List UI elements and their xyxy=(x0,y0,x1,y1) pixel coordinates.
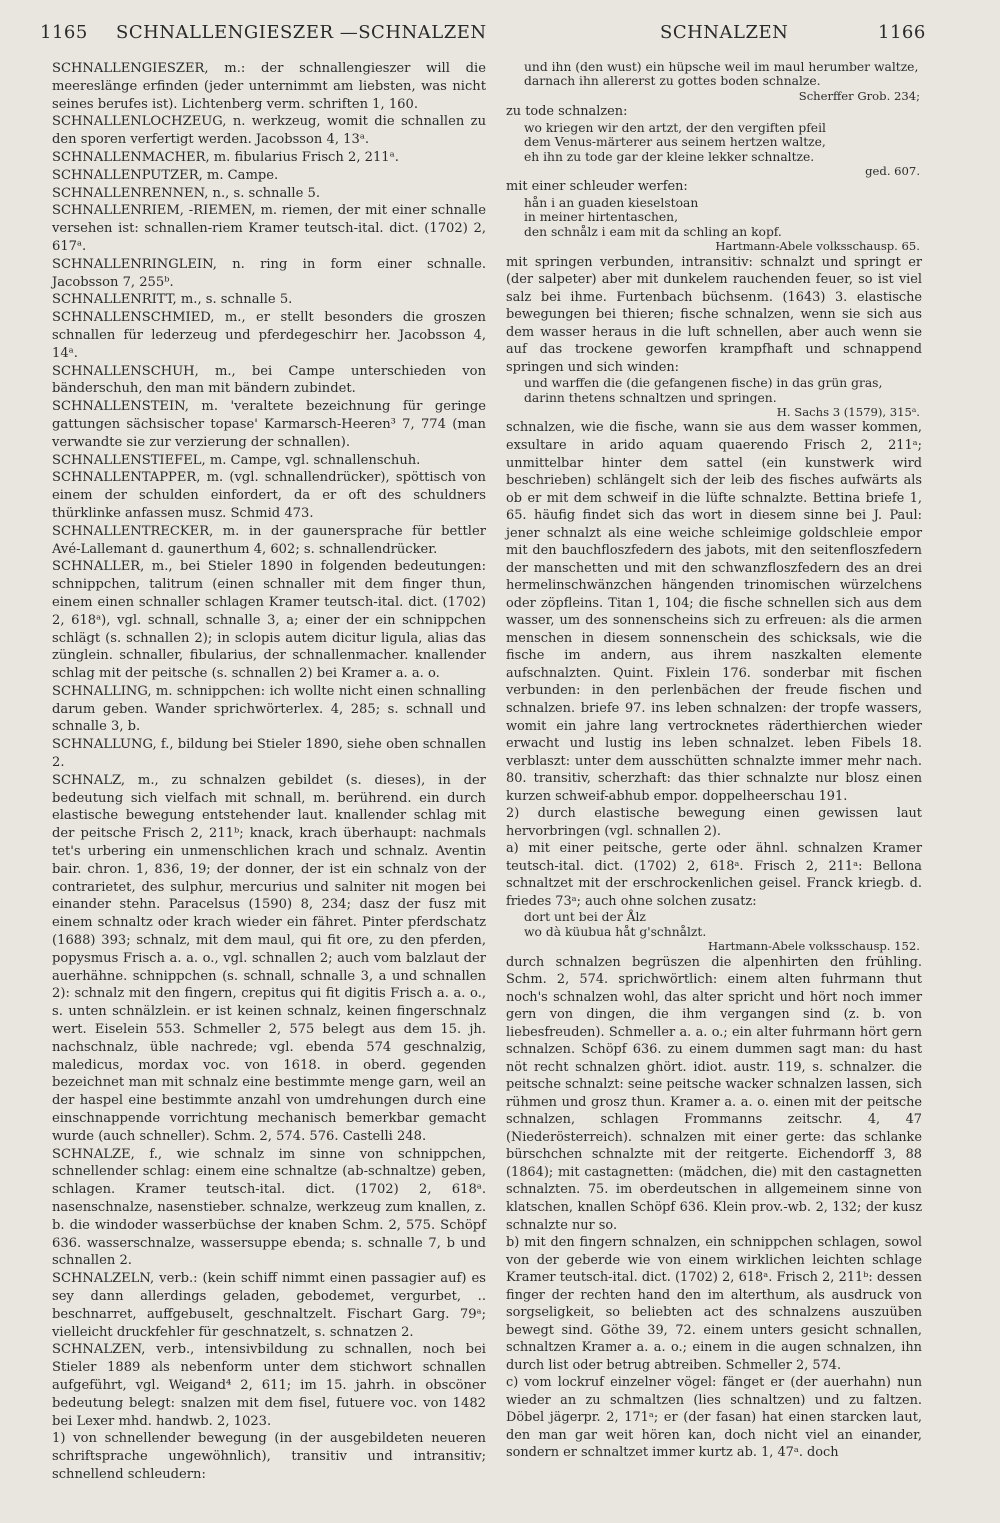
quote-line: wo kriegen wir den artzt, der den vergiften pfeil xyxy=(524,120,826,135)
dictionary-entry: SCHNALLENLOCHZEUG, n. werkzeug, womit die schnallen zu den sporen verfertigt werden. Jacobsson 4, 13ᵃ. xyxy=(52,114,486,148)
quote-source: Scherffer Grob. 234; xyxy=(798,88,920,103)
dictionary-entry: SCHNALLENTAPPER, m. (vgl. schnallendrücker), spöttisch von einem der schulden einfordert, da er oft des schuldners thürklinke anfassen musz. Schmid 473. xyxy=(52,470,486,521)
dictionary-entry: SCHNALLENRENNEN, n., s. schnalle 5. xyxy=(52,185,321,201)
dictionary-entry: SCHNALZEN, verb., intensivbildung zu schnallen, noch bei Stieler 1889 als nebenform unter dem stichwort schnallen aufgeführt, vgl. Weigand⁴ 2, 611; im 15. jahrh. in obscöner bedeutung belegt: snalzen mit dem fisel, futuere voc. von 1482 bei Lexer mhd. handwb. 2, 1023. xyxy=(52,1342,486,1429)
quote-source: H. Sachs 3 (1579), 315ᵃ. xyxy=(776,405,920,420)
dictionary-entry: SCHNALLENGIESZER, m.: der schnallengieszer will die meereslänge erfinden (jeder unternimmt am liebsten, was nicht seines berufes ist). Lichtenberg verm. schriften 1, 160. xyxy=(52,61,486,112)
page-number-left: 1165 xyxy=(40,22,88,43)
dictionary-entry: SCHNALLENSTIEFEL, m. Campe, vgl. schnallenschuh. xyxy=(52,452,421,468)
quote-line: dem Venus-märterer aus seinem hertzen waltze, xyxy=(524,135,826,150)
page-header xyxy=(0,22,1000,62)
paragraph: c) vom lockruf einzelner vögel: fänget er (der auerhahn) nun wieder an zu schmaltzen (lies schnaltzen) und zu faltzen. Döbel jägerpr. 2, 171ᵃ; er (der fasan) hat einen starcken laut, den man gar weit hören kan, doch nicht viel an einander, sondern er schnaltzet immer kurtz ab. 1, 47ᵃ. doch xyxy=(506,1375,922,1461)
quote-line: wo dà küubua håt g'schnålzt. xyxy=(524,924,707,939)
quote-source: Hartmann-Abele volksschausp. 65. xyxy=(715,239,920,254)
paragraph: mit einer schleuder werfen: xyxy=(506,179,688,195)
dictionary-entry: SCHNALLER, m., bei Stieler 1890 in folgenden bedeutungen: schnippchen, talitrum (einen schnaller mit dem finger thun, einem einen schnaller schlagen Kramer teutsch-ital. dict. (1702) 2, 618ᵃ), vgl. schnall, schnalle 3, a; einer der ein schnippchen schlägt (s. schnallen 2); in sclopis autem dicitur ligula, alias das zünglein. schnaller, fibularius, der schnallenmacher. knallender schlag mit der peitsche (s. schnallen 2) bei Kramer a. a. o. xyxy=(52,559,486,682)
dictionary-entry: SCHNALLENRIEM, -RIEMEN, m. riemen, der mit einer schnalle versehen ist: schnallen-riem Kramer teutsch-ital. dict. (1702) 2, 617ᵃ. xyxy=(52,203,486,254)
dictionary-entry: SCHNALLENTRECKER, m. in der gaunersprache für bettler Avé-Lallemant d. gaunerthum 4, 602; s. schnallendrücker. xyxy=(52,523,486,557)
quote-line: hån i an guaden kieselstoan xyxy=(524,195,699,210)
dictionary-entry: 1) von schnellender bewegung (in der ausgebildeten neueren schriftsprache ungewöhnlich), transitiv und intransitiv; schnellend schleudern: xyxy=(52,1431,486,1482)
page-number-right: 1166 xyxy=(878,22,926,43)
paragraph: mit springen verbunden, intransitiv: schnalzt und springt er (der salpeter) aber mit dunkelem rauchenden feuer, so ist viel salz bei ihme. Furtenbach büchsenm. (1643) 3. elastische bewegungen bei thieren; fische schnalzen, wenn sie sich aus dem wasser heraus in die luft schnellen, aber auch wenn sie auf das trockene geworfen krampfhaft und schnappend springen und sich winden: xyxy=(506,254,922,375)
quote-line: und ihn (den wust) ein hüpsche weil im maul herumber waltze, xyxy=(524,60,919,74)
dictionary-entry: SCHNALZ, m., zu schnalzen gebildet (s. dieses), in der bedeutung sich vielfach mit schnall, m. berührend. ein durch elastische bewegung entstehender laut. knallender schlag mit der peitsche Frisch 2, 211ᵇ; knack, krach überhaupt: nachmals tet's urbering ein unmenschlichen krach und schnalz. Aventin bair. chron. 1, 836, 19; der donner, der ist ein schnalz von der contrarietet, des sulphur, mercurius und salniter nit mogen bei einander stehn. Paracelsus (1590) 8, 234; dasz der fusz mit einem schnaltz oder krach wieder ein fähret. Pinter pferdschatz (1688) 393; schnalz, mit dem maul, qui fit ore, zu den pferden, popysmus Frisch a. a. o., vgl. schnallen 2; auch vom balzlaut der auerhähne. schnippchen (s. schnall, schnalle 3, a und schnallen 2): schnalz mit den fingern, crepitus qui fit digitis Frisch a. a. o., s. unten schnälzlein. er ist keinen schnalz, keinen fingerschnalz wert. Eiselein 553. Schmeller 2, 575 belegt aus dem 15. jh. nachschnalz, üble nachrede; vgl. ebenda 574 geschnalzig, maledicus, mordax voc. von 1618. in oberd. gegenden bezeichnet man mit schnalz eine bestimmte menge garn, weil an der haspel eine bestimmte anzahl von umdrehungen durch eine einschnappende vorrichtung mechanisch bemerkbar gemacht wurde (auch schneller). Schm. 2, 574. 576. Castelli 248. xyxy=(52,772,486,1144)
quote-block xyxy=(524,376,922,419)
dictionary-entry: SCHNALLENRINGLEIN, n. ring in form einer schnalle. Jacobsson 7, 255ᵇ. xyxy=(52,256,486,290)
paragraph: a) mit einer peitsche, gerte oder ähnl. schnalzen Kramer teutsch-ital. dict. (1702) 2, 618ᵃ. Frisch 2, 211ᵃ: Bellona schnaltzet mit der erschrockenlichen geisel. Franck kriegb. d. friedes 73ᵃ; auch ohne solchen zusatz: xyxy=(506,841,922,909)
quote-block xyxy=(524,60,922,103)
quote-line: in meiner hirtentaschen, xyxy=(524,210,678,225)
dictionary-entry: SCHNALLENSCHUH, m., bei Campe unterschieden von bänderschuh, den man mit bändern zubindet. xyxy=(52,363,486,397)
paragraph: schnalzen, wie die fische, wann sie aus dem wasser kommen, exsultare in arido aquam quaerendo Frisch 2, 211ᵃ; unmittelbar hinter dem sattel (ein kunstwerk wird beschrieben) schlängelt sich der leib des fisches aufwärts als ob er mit dem schweif in die lüfte schnalzte. Bettina briefe 1, 65. häufig findet sich das wort in diesem sinne bei J. Paul: jener schnalzt als eine weiche schleimige goldschleie empor mit den bauchfloszfedern des jabots, mit den seitenfloszfedern der manschetten und mit den schwanzfloszfedern des an drei hermelinschwänzchen hängenden trinomischen würzelchens oder zöpfleins. Titan 1, 104; die fische schnellen sich aus dem wasser, um des sonnenscheins sich zu erfreuen: als die armen menschen in diesem sonnenschein des schicksals, wie die fische im andern, aus ihrem naszkalten elemente aufschnalzten. Quint. Fixlein 176. sonderbar mit fischen verbunden: in den perlenbächen der freude fischen und schnalzen. briefe 97. ins leben schnalzen: der tropfe wassers, womit ein jahre lang vertrocknetes räderthierchen wieder erwacht und lustig ins leben schnalzet. leben Fibels 18. verblaszt: unter dem ausschütten schnalzte immer mehr nach. 80. transitiv, scherzhaft: das thier schnalzte nur blosz einen kurzen schweif-abhub empor. doppelheerschau 191. xyxy=(506,420,922,804)
quote-block xyxy=(524,910,922,953)
paragraph: durch schnalzen begrüszen die alpenhirten den frühling. Schm. 2, 574. sprichwörtlich: einem alten fuhrmann thut noch's schnalzen wohl, das alter spricht und hört noch immer gern von dingen, die ihm vergangen sind (z. b. von liebesfreuden). Schmeller a. a. o.; ein alter fuhrmann hört gern schnalzen. Schöpf 636. zu einem dummen sagt man: du hast nöt recht schnalzen ghört. idiot. austr. 119, s. schnalzer. die peitsche schnalzt: seine peitsche wacker schnalzen lassen, sich rühmen und grosz thun. Kramer a. a. o. einen mit der peitsche schnalzen, schlagen Frommanns zeitschr. 4, 47 (Niederösterreich). schnalzen mit einer gerte: das schlanke bürschchen schnalzte mit der reitgerte. Eichendorff 3, 88 (1864); mit castagnetten: (mädchen, die) mit den castagnetten schnalzten. 75. im oberdeutschen in allgemeinem sinne von klatschen, knallen Schöpf 636. Klein prov.-wb. 2, 132; der kusz schnalzte nur so. xyxy=(506,954,922,1233)
dictionary-entry: SCHNALLUNG, f., bildung bei Stieler 1890, siehe oben schnallen 2. xyxy=(52,737,486,771)
paragraph: b) mit den fingern schnalzen, ein schnippchen schlagen, sowol von der geberde wie von einem wirklichen leichten schlage Kramer teutsch-ital. dict. (1702) 2, 618ᵃ. Frisch 2, 211ᵇ: dessen finger der rechten hand den im alterthum, als ausdruck von sorgseligkeit, so beliebten act des schnalzens auszuüben bewegt sind. Göthe 39, 72. einem unters gesicht schnallen, schnaltzen Kramer a. a. o.; einem in die augen schnalzen, ihn durch list oder betrug abtreiben. Schmeller 2, 574. xyxy=(506,1235,922,1373)
quote-source: ged. 607. xyxy=(865,163,920,178)
dictionary-entry: SCHNALLENPUTZER, m. Campe. xyxy=(52,167,279,183)
quote-line: und warffen die (die gefangenen fische) in das grün gras, xyxy=(524,376,883,391)
quote-line: eh ihn zu tode gar der kleine lekker schnaltze. xyxy=(524,149,815,164)
running-title-right: SCHNALZEN xyxy=(660,22,789,43)
dictionary-entry: SCHNALLENSCHMIED, m., er stellt besonders die groszen schnallen für lederzeug und pferdegeschirr her. Jacobsson 4, 14ᵃ. xyxy=(52,310,486,361)
running-title-left: SCHNALLENGIESZER —SCHNALZEN xyxy=(116,22,487,43)
quote-block xyxy=(524,121,922,179)
quote-line: dort unt bei der Ålz xyxy=(524,910,646,925)
paragraph: 2) durch elastische bewegung einen gewissen laut hervorbringen (vgl. schnallen 2). xyxy=(506,806,922,839)
quote-line: darnach ihn allererst zu gottes boden schnalze. xyxy=(524,74,821,89)
dictionary-entry: SCHNALLENRITT, m., s. schnalle 5. xyxy=(52,292,293,308)
dictionary-entry: SCHNALZE, f., wie schnalz im sinne von schnippchen, schnellender schlag: einem eine schnaltze (ab-schnaltze) geben, schlagen. Kramer teutsch-ital. dict. (1702) 2, 618ᵃ. nasenschnalze, nasenstieber. schnalze, werkzeug zum knallen, z. b. die windoder wasserbüchse der knaben Schm. 2, 575. Schöpf 636. wasserschnalze, wassersuppe ebenda; s. schnalle 7, b und schnallen 2. xyxy=(52,1146,486,1269)
left-column xyxy=(52,60,486,1484)
quote-line: darinn thetens schnaltzen und springen. xyxy=(524,390,777,405)
right-column xyxy=(506,60,922,1462)
paragraph: zu tode schnalzen: xyxy=(506,104,628,120)
dictionary-entry: SCHNALZELN, verb.: (kein schiff nimmt einen passagier auf) es sey dann allerdings geladen, gebodemet, vergurbet, .. beschnarret, auffgebuselt, geschnaltzelt. Fischart Garg. 79ᵃ; vielleicht druckfehler für geschnatzelt, s. schnatzen 2. xyxy=(52,1271,486,1340)
dictionary-entry: SCHNALLENSTEIN, m. 'veraltete bezeichnung für geringe gattungen sächsischer topase' Karmarsch-Heeren³ 7, 774 (man verwandte sie zur verzierung der schnallen). xyxy=(52,399,486,450)
quote-line: den schnålz i eam mit da schling an kopf. xyxy=(524,224,782,239)
quote-block xyxy=(524,196,922,254)
dictionary-entry: SCHNALLING, m. schnippchen: ich wollte nicht einen schnalling darum geben. Wander sprichwörterlex. 4, 285; s. schnall und schnalle 3, b. xyxy=(52,683,486,735)
quote-source: Hartmann-Abele volksschausp. 152. xyxy=(708,939,920,954)
dictionary-entry: SCHNALLENMACHER, m. fibularius Frisch 2, 211ᵃ. xyxy=(52,149,399,165)
